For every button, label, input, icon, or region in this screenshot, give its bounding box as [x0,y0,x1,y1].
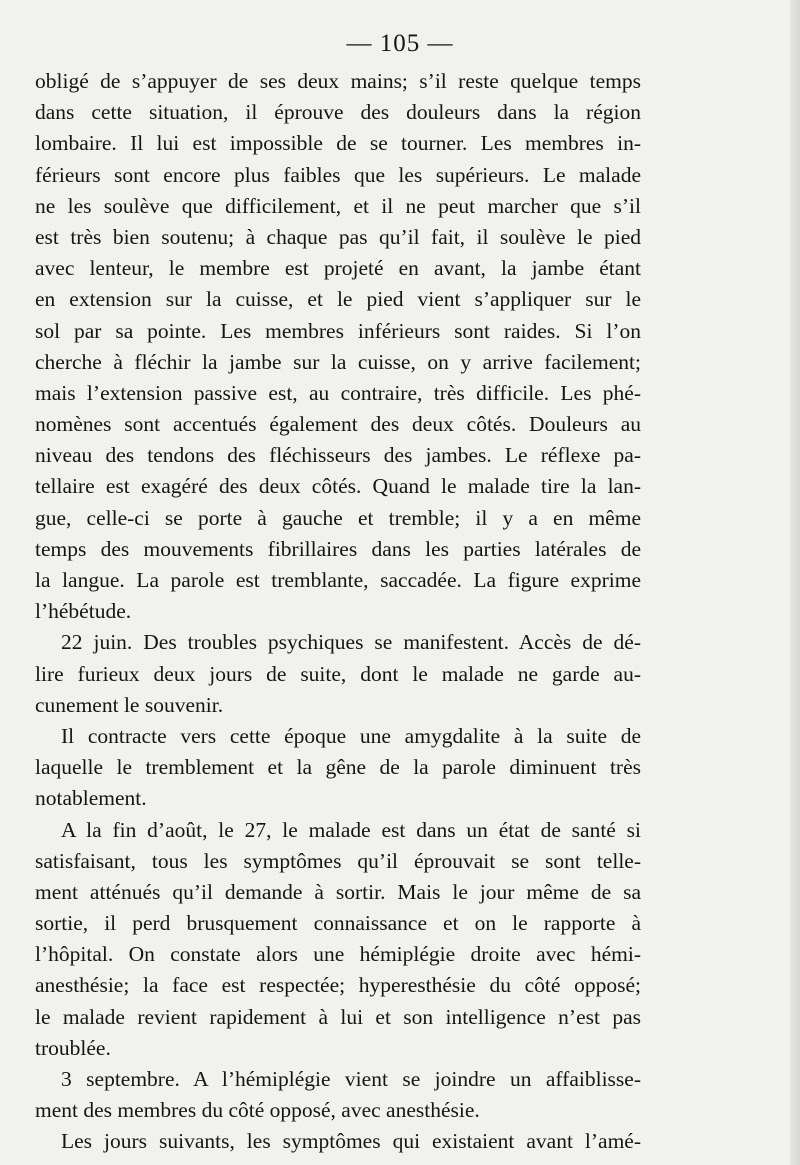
text-line: satisfaisant, tous les symptômes qu’il éprouvait se sont telle- [35,848,641,873]
text-line: A la fin d’août, le 27, le malade est dans un état de santé si [61,817,641,842]
page-number: — 105 — [346,30,454,57]
text-line: Les jours suivants, les symptômes qui existaient avant l’amé- [61,1129,641,1154]
text-line: notablement. [35,786,147,811]
text-line: en extension sur la cuisse, et le pied vient s’appliquer sur le [35,287,641,312]
text-line: férieurs sont encore plus faibles que les supérieurs. Le malade [35,162,641,187]
text-line: sol par sa pointe. Les membres inférieurs sont raides. Si l’on [35,318,641,343]
text-line: la langue. La parole est tremblante, saccadée. La figure exprime [35,568,641,592]
text-line: temps des mouvements fibrillaires dans les parties latérales de [35,536,641,561]
text-line: le malade revient rapidement à lui et son intelligence n’est pas [35,1004,641,1029]
body-text [35,66,641,1158]
text-line: cunement le souvenir. [35,692,224,717]
text-line: l’hôpital. On constate alors une hémiplégie droite avec hémi- [35,942,641,967]
text-line: sortie, il perd brusquement connaissance et on le rapporte à [35,911,641,936]
text-line: ment des membres du côté opposé, avec anesthésie. [35,1098,480,1123]
text-line: est très bien soutenu; à chaque pas qu’il fait, il soulève le pied [35,224,641,249]
text-line: ne les soulève que difficilement, et il ne peut marcher que s’il [35,193,641,218]
text-line: dans cette situation, il éprouve des douleurs dans la région [35,100,641,125]
text-line: gue, celle-ci se porte à gauche et tremble; il y a en même [35,505,641,530]
text-line: cherche à fléchir la jambe sur la cuisse, on y arrive facilement; [35,349,641,374]
text-line: ment atténués qu’il demande à sortir. Mais le jour même de sa [35,879,641,904]
text-line: troublée. [35,1035,111,1060]
text-line: anesthésie; la face est respectée; hyperesthésie du côté opposé; [35,973,641,998]
text-line: Il contracte vers cette époque une amygdalite à la suite de [61,723,641,748]
page-edge-shadow [790,0,800,1165]
text-line: tellaire est exagéré des deux côtés. Quand le malade tire la lan- [35,474,641,499]
text-line: lire furieux deux jours de suite, dont le malade ne garde au- [35,661,641,686]
text-line: niveau des tendons des fléchisseurs des jambes. Le réflexe pa- [35,443,641,468]
text-line: l’hébétude. [35,599,132,624]
text-line: nomènes sont accentués également des deux côtés. Douleurs au [35,412,641,437]
text-line: avec lenteur, le membre est projeté en avant, la jambe étant [35,256,641,281]
text-line: lombaire. Il lui est impossible de se tourner. Les membres in- [35,131,641,156]
text-line: 3 septembre. A l’hémiplégie vient se joindre un affaiblisse- [61,1067,641,1091]
text-line: 22 juin. Des troubles psychiques se manifestent. Accès de dé- [61,630,641,655]
text-line: mais l’extension passive est, au contraire, très difficile. Les phé- [35,380,641,405]
text-line: obligé de s’appuyer de ses deux mains; s’il reste quelque temps [35,69,641,93]
text-line: laquelle le tremblement et la gêne de la parole diminuent très [35,755,641,780]
